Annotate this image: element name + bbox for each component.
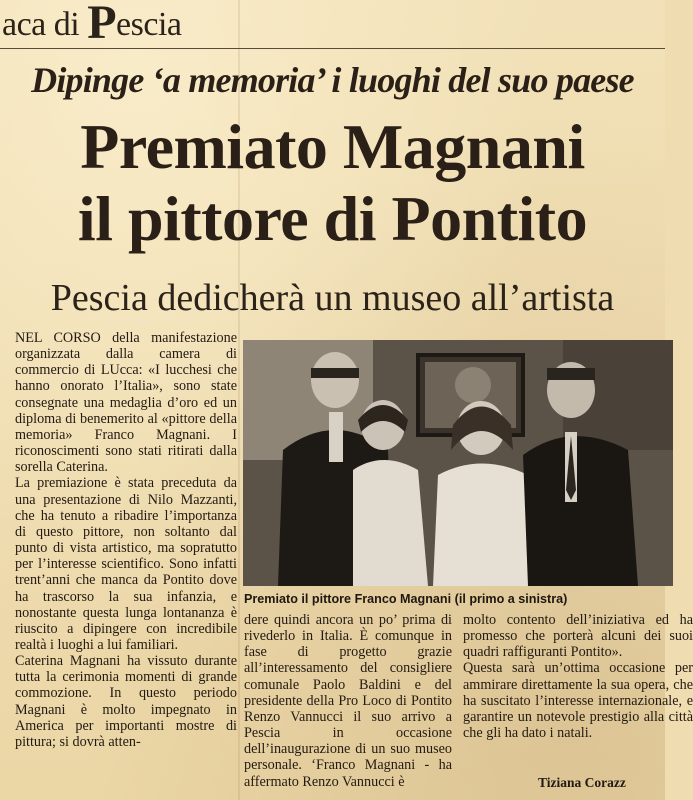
article-column-1 [15,330,237,750]
subheadline: Pescia dedicherà un museo all’artista [50,277,615,319]
paragraph: La premiazione è stata preceduta da una presentazione di Nilo Mazzanti, che ha tenuto a ribadire l’importanza di questo pittore, non soltanto dal punto di vista artistico, ma sopratutto per l’interesse scientifico. Sono infatti trent’anni che manca da Pontito dove ha trascorso la sua infanzia, e nonostante questa lunga lontananza è riuscito a dipingere con incredibile realtà i luoghi a lui familiari. [15,475,237,653]
article-column-2 [244,612,452,790]
photo-illustration [243,340,673,586]
masthead-initial: P [87,0,117,49]
kicker: Dipinge ‘a memoria’ i luoghi del suo paese [31,60,634,100]
photo-caption: Premiato il pittore Franco Magnani (il primo a sinistra) [244,592,568,606]
paragraph: dere quindi ancora un po’ prima di rivederlo in Italia. È comunque in fase di progetto grazie all’interessamento del consigliere comunale Paolo Baldini e del presidente della Pro Loco di Pontito Renzo Vannucci il suo arrivo a Pescia in occasione dell’inaugurazione di un suo museo personale. ‘Franco Magnani - ha affermato Renzo Vannucci è [244,612,452,790]
headline-line-2: il pittore di Pontito [77,183,588,254]
paragraph: Caterina Magnani ha vissuto durante tutta la cerimonia momenti di grande commozione. In questo periodo Magnani è molto impegnato in America per importanti mostre di pittura; si dovrà atten- [15,653,237,750]
news-photo [243,340,673,586]
masthead-prefix: aca di [2,6,88,43]
article-column-3 [463,612,693,741]
paragraph: Questa sarà un’ottima occasione per ammirare direttamente la sua opera, che ha suscitato l’interesse internazionale, e garantire un notevole prestigio alla città che gli ha dato i natali. [463,660,693,742]
masthead [0,0,665,49]
paragraph: molto contento dell’iniziativa ed ha promesso che porterà alcuni dei suoi quadri raffiguranti Pontito». [463,612,693,661]
masthead-rest: escia [116,6,182,43]
headline-line-1: Premiato Magnani [80,111,585,182]
paragraph: NEL CORSO della manifestazione organizzata dalla camera di commercio di LUcca: «I lucchesi che hanno onorato l’Italia», sono state consegnate una medaglia d’oro ed un diploma di benemerito al «pittore della memoria» Franco Magnani. I riconoscimenti sono stati ritirati dalla sorella Caterina. [15,330,237,476]
byline: Tiziana Corazz [538,775,626,790]
section-title [2,0,182,49]
